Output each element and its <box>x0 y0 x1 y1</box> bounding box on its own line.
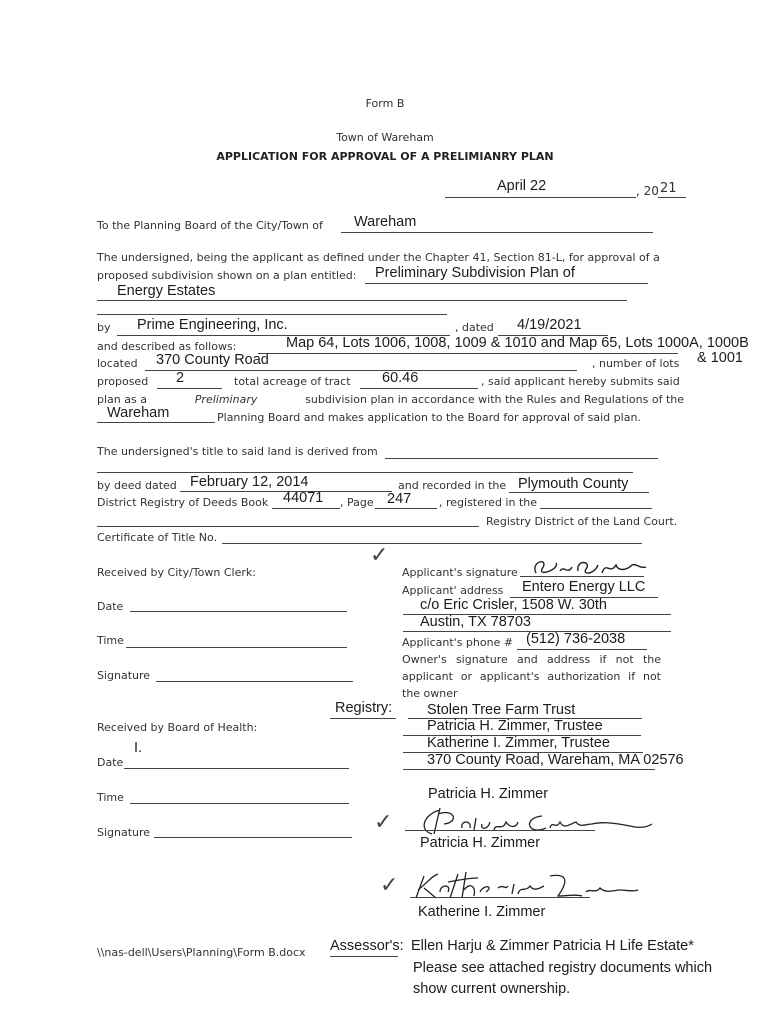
lots-label: , number of lots <box>592 357 680 370</box>
owner-trustee-2: Katherine I. Zimmer, Trustee <box>427 735 610 751</box>
patricia-signature-underline <box>405 830 595 831</box>
owner-line3: the owner <box>402 687 458 700</box>
derived-underline <box>385 458 658 459</box>
date-month-day: April 22 <box>497 178 547 194</box>
time1-label: Time <box>97 634 124 647</box>
page-label: , Page <box>340 496 374 509</box>
applicant-address-3: Austin, TX 78703 <box>420 614 531 630</box>
signature1-label: Signature <box>97 669 151 682</box>
described-value: Map 64, Lots 1006, 1008, 1009 & 1010 and Map 65, Lots 1000A, 1000B <box>286 335 749 351</box>
blank-underline <box>97 314 447 315</box>
line5-a: plan as a <box>97 393 147 406</box>
described-underline <box>258 353 678 354</box>
lots-value: & 1001 <box>697 350 743 366</box>
owner-trustee-1: Patricia H. Zimmer, Trustee <box>427 718 603 734</box>
owner-line1: Owner's signature and address if not the <box>402 653 661 666</box>
plan-title-underline <box>365 283 648 284</box>
certificate-underline <box>222 543 642 544</box>
katherine-signature-underline <box>410 897 590 898</box>
plan-title-underline-2 <box>97 300 627 301</box>
applicant-signature-underline <box>520 576 644 577</box>
checkmark-icon: ✓ <box>380 873 399 898</box>
assessor-value: Ellen Harju & Zimmer Patricia H Life Estate* <box>411 938 694 954</box>
katherine-signature-scrawl <box>410 866 640 906</box>
form-title: APPLICATION FOR APPROVAL OF A PRELIMIANRY PLAN <box>216 150 554 163</box>
recorded-label: and recorded in the <box>398 479 507 492</box>
proposed-label: proposed <box>97 375 149 388</box>
page-underline <box>375 508 437 509</box>
acreage-value: 60.46 <box>382 370 419 386</box>
certificate-label: Certificate of Title No. <box>97 531 218 544</box>
registered-underline <box>540 508 652 509</box>
date-year-suffix: 21 <box>660 181 677 196</box>
proposed-value: 2 <box>176 370 185 386</box>
land-court-underline <box>97 526 479 527</box>
signature1-underline <box>156 681 353 682</box>
applicant-signature-label: Applicant's signature <box>402 566 518 579</box>
applicant-phone-value: (512) 736-2038 <box>526 631 626 647</box>
note-line-2: show current ownership. <box>413 981 571 997</box>
time2-underline <box>130 803 349 804</box>
derived-underline-2 <box>97 472 633 473</box>
date1-underline <box>130 611 347 612</box>
line5-b: subdivision plan in accordance with the Rules and Regulations of the <box>305 393 684 406</box>
time1-underline <box>126 647 347 648</box>
deed-label: by deed dated <box>97 479 177 492</box>
owner-address: 370 County Road, Wareham, MA 02576 <box>427 752 684 768</box>
date2-mark: I. <box>134 740 143 756</box>
intro-town: Wareham <box>354 214 417 230</box>
received-clerk-label: Received by City/Town Clerk: <box>97 566 256 579</box>
located-label: located <box>97 357 138 370</box>
date-year-prefix: , 20 <box>636 184 659 198</box>
applicant-address-1: Entero Energy LLC <box>522 579 646 595</box>
derived-label: The undersigned's title to said land is derived from <box>97 445 378 458</box>
signature2-label: Signature <box>97 826 151 839</box>
board-value: Wareham <box>107 405 170 421</box>
owner-trust: Stolen Tree Farm Trust <box>427 702 576 718</box>
board-label: Planning Board and makes application to the Board for approval of said plan. <box>217 411 641 424</box>
owner-4-underline <box>403 769 655 770</box>
para2-line5 <box>97 393 684 406</box>
book-value: 44071 <box>283 490 324 506</box>
described-label: and described as follows: <box>97 340 237 353</box>
year-underline <box>658 197 686 198</box>
by-value: Prime Engineering, Inc. <box>137 317 288 333</box>
phone-underline <box>517 649 647 650</box>
date2-label: Date <box>97 756 124 769</box>
deed-date: February 12, 2014 <box>190 474 309 490</box>
signer-2: Katherine I. Zimmer <box>418 904 546 920</box>
by-label: by <box>97 321 111 334</box>
applicant-phone-label: Applicant's phone # <box>402 636 514 649</box>
date-underline <box>445 197 636 198</box>
applicant-address-label: Applicant' address <box>402 584 504 597</box>
acreage-label: total acreage of tract <box>234 375 351 388</box>
recorded-underline <box>509 492 649 493</box>
assessor-label: Assessor's: <box>330 938 404 954</box>
plan-title-1: Preliminary Subdivision Plan of <box>375 265 575 281</box>
checkmark-icon: ✓ <box>370 543 389 568</box>
date2-underline <box>124 768 349 769</box>
intro-label: To the Planning Board of the City/Town of <box>97 219 323 232</box>
plan-title-2: Energy Estates <box>117 283 216 299</box>
page-value: 247 <box>387 491 412 507</box>
located-underline <box>145 370 577 371</box>
signature2-underline <box>154 837 352 838</box>
applicant-address-2: c/o Eric Crisler, 1508 W. 30th <box>420 597 607 613</box>
received-health-label: Received by Board of Health: <box>97 721 258 734</box>
dated-value: 4/19/2021 <box>517 317 582 333</box>
district-label: District Registry of Deeds Book <box>97 496 269 509</box>
dated-label: , dated <box>455 321 494 334</box>
para1-line2-label: proposed subdivision shown on a plan entitled: <box>97 269 357 282</box>
note-line-1: Please see attached registry documents which <box>413 960 713 976</box>
assessor-underline <box>330 956 398 957</box>
located-value: 370 County Road <box>156 352 269 368</box>
line5-italic: Preliminary <box>194 393 258 406</box>
file-path: \\nas-dell\Users\Planning\Form B.docx <box>97 946 306 959</box>
registry-underline <box>330 718 396 719</box>
submits-label: , said applicant hereby submits said <box>481 375 680 388</box>
board-underline <box>97 422 215 423</box>
recorded-value: Plymouth County <box>518 476 629 492</box>
signer-1-top: Patricia H. Zimmer <box>428 786 549 802</box>
owner-line2: applicant or applicant's authorization if not <box>402 670 661 683</box>
time2-label: Time <box>97 791 124 804</box>
proposed-underline <box>157 388 222 389</box>
signer-1: Patricia H. Zimmer <box>420 835 541 851</box>
checkmark-icon: ✓ <box>374 810 393 835</box>
acreage-underline <box>360 388 478 389</box>
land-court-label: Registry District of the Land Court. <box>486 515 678 528</box>
form-label: Form B <box>365 97 405 110</box>
registered-label: , registered in the <box>439 496 537 509</box>
intro-underline <box>341 232 653 233</box>
town-line: Town of Wareham <box>336 131 434 144</box>
date1-label: Date <box>97 600 124 613</box>
registry-label: Registry: <box>335 700 393 716</box>
book-underline <box>272 508 340 509</box>
para1-line1: The undersigned, being the applicant as defined under the Chapter 41, Section 81-L, for approval of a <box>97 251 660 264</box>
